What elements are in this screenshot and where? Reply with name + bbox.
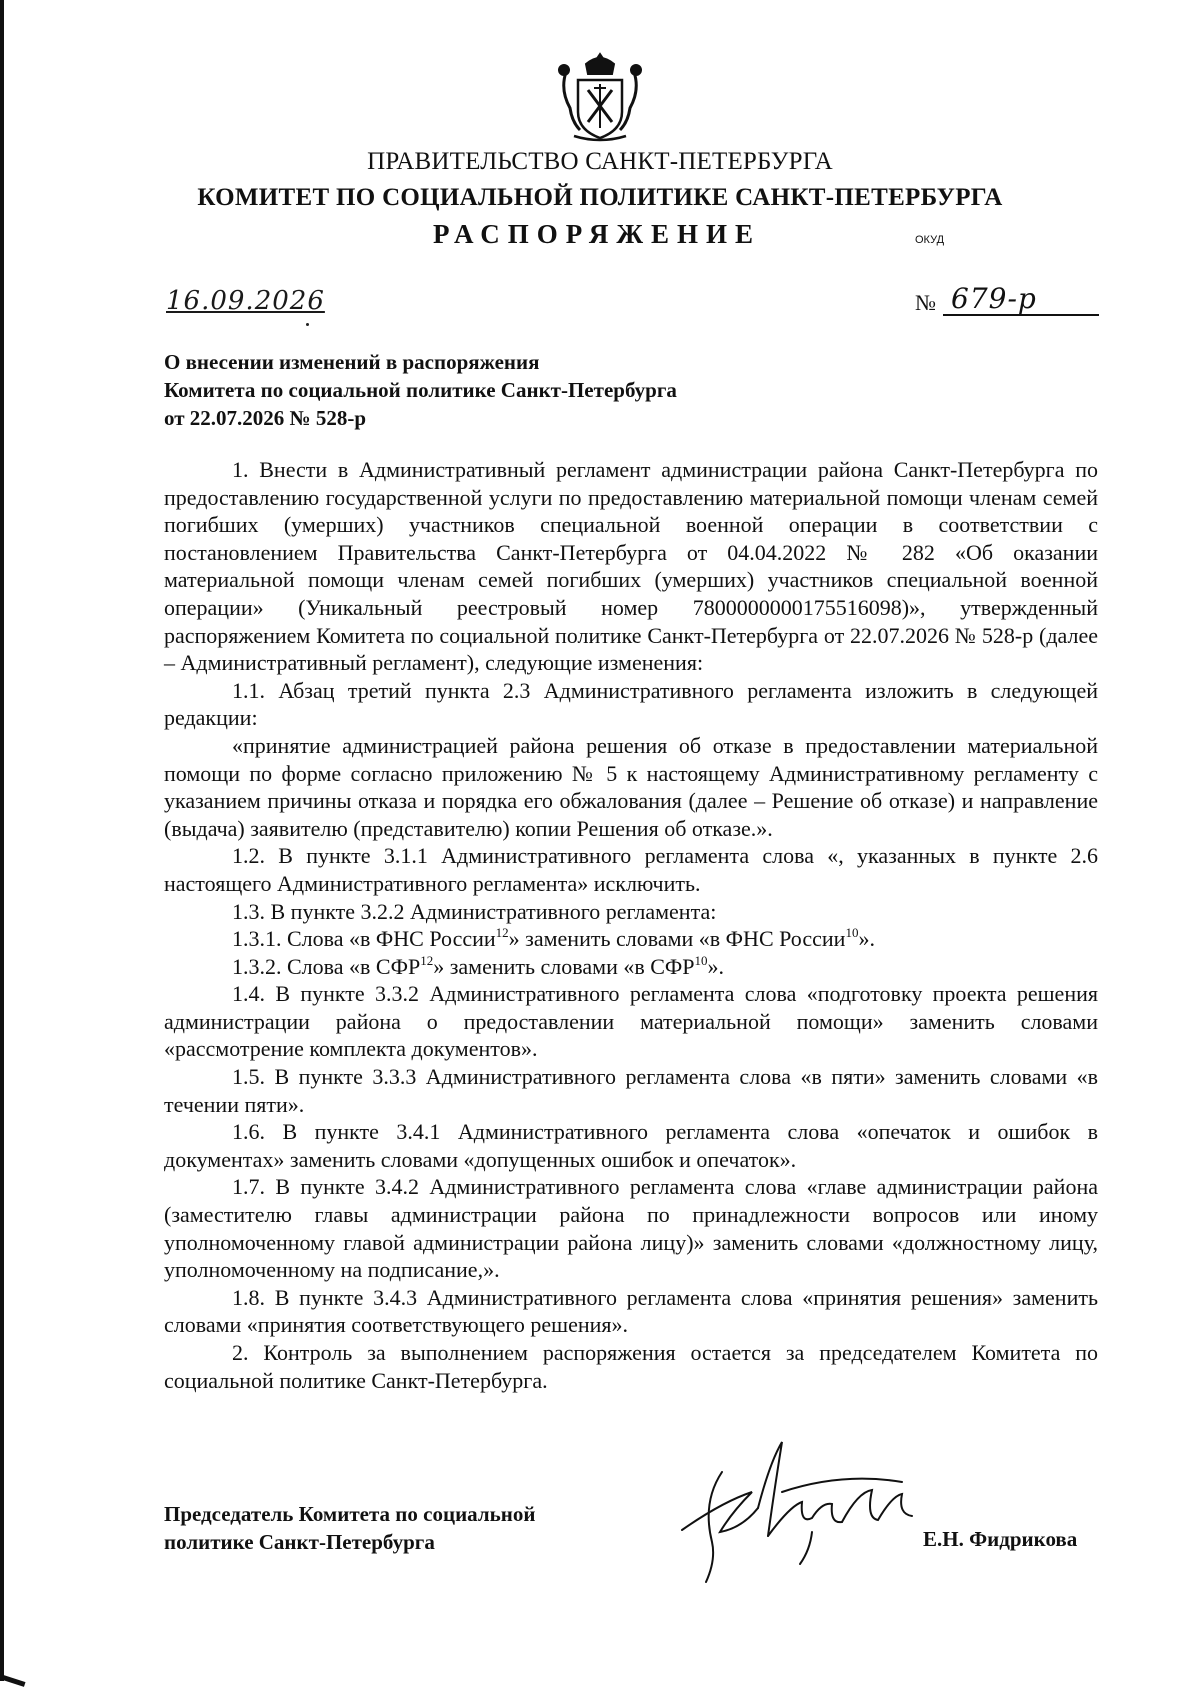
paragraph-1-5: 1.5. В пункте 3.3.3 Административного регламента слова «в пяти» заменить словами «в течении пяти». bbox=[164, 1064, 1098, 1117]
okud-label: ОКУД bbox=[915, 234, 945, 246]
paragraph-1-3-2: 1.3.2. Слова «в СФР$^{12}$» заменить словами «в СФР$^{10}$». bbox=[232, 952, 725, 979]
paragraph-1-7: 1.7. В пункте 3.4.2 Административного регламента слова «главе администрации района (заместителю главы администрации района по принадлежности вопросов или иному уполномоченному главой администрации района лицу)» заменить словами «должностному лицу, уполномоченному на подписание,». bbox=[164, 1174, 1098, 1283]
paragraph-1-1-quote: «принятие администрацией района решения об отказе в предоставлении материальной помощи по форме согласно приложению № 5 к настоящему Административному регламенту с указанием причины отказа и порядка его обжалования (далее – Решение об отказе) и направление (выдача) заявителю (представителю) копии Решения об отказе.». bbox=[164, 732, 1098, 841]
paragraph-1-6: 1.6. В пункте 3.4.1 Административного регламента слова «опечаток и ошибок в документах» заменить словами «допущенных ошибок и опечаток». bbox=[164, 1119, 1098, 1172]
paragraph-1-2: 1.2. В пункте 3.1.1 Административного регламента слова «, указанных в пункте 2.6 настоящего Административного регламента» исключить. bbox=[164, 843, 1098, 896]
handwritten-number: 679-р bbox=[943, 284, 1099, 316]
committee-heading: КОМИТЕТ ПО СОЦИАЛЬНОЙ ПОЛИТИКЕ САНКТ-ПЕТЕРБУРГА bbox=[197, 184, 1003, 211]
signatory-position bbox=[164, 1500, 535, 1556]
title-line: Комитета по социальной политике Санкт-Петербурга bbox=[164, 378, 677, 402]
position-line: политике Санкт-Петербурга bbox=[164, 1530, 435, 1554]
stray-dot bbox=[306, 323, 309, 326]
title-line: от 22.07.2026 № 528-р bbox=[164, 406, 367, 430]
government-heading: ПРАВИТЕЛЬСТВО САНКТ-ПЕТЕРБУРГА bbox=[367, 148, 833, 175]
handwritten-signature bbox=[662, 1432, 937, 1587]
paragraph-2: 2. Контроль за выполнением распоряжения остается за председателем Комитета по социальной политике Санкт-Петербурга. bbox=[164, 1340, 1098, 1393]
paragraph-1-1: 1.1. Абзац третий пункта 2.3 Административного регламента изложить в следующей редакции: bbox=[164, 677, 1098, 731]
signatory-name: Е.Н. Фидрикова bbox=[923, 1527, 1078, 1551]
handwritten-date: 16.09.2026 bbox=[166, 286, 325, 316]
paragraph-1-3: 1.3. В пункте 3.2.2 Административного регламента: bbox=[232, 898, 717, 924]
document-type-heading: РАСПОРЯЖЕНИЕ bbox=[433, 219, 762, 249]
paragraph-1-8: 1.8. В пункте 3.4.3 Административного регламента слова «принятия решения» заменить словами «принятия соответствующего решения». bbox=[164, 1284, 1098, 1338]
coat-of-arms-emblem bbox=[556, 50, 644, 144]
title-line: О внесении изменений в распоряжения bbox=[164, 350, 540, 374]
paragraph-1-4: 1.4. В пункте 3.3.2 Административного регламента слова «подготовку проекта решения администрации района о предоставлении материальной помощи» заменить словами «рассмотрение комплекта документов». bbox=[164, 981, 1098, 1062]
document-title bbox=[164, 348, 677, 432]
document-body bbox=[164, 456, 1098, 1394]
position-line: Председатель Комитета по социальной bbox=[164, 1502, 536, 1526]
number-label: № bbox=[915, 290, 936, 315]
paragraph-1-3-1: 1.3.1. Слова «в ФНС России$^{12}$» заменить словами «в ФНС России$^{10}$». bbox=[232, 925, 875, 952]
paragraph-1: 1. Внести в Административный регламент администрации района Санкт-Петербурга по предоставлению государственной услуги по предоставлению материальной помощи членам семей погибших (умерших) участников специальной военной операции в соответствии с постановлением Правительства Санкт-Петербурга от 04.04.2022 № 282 «Об оказании материальной помощи членам семей погибших (умерших) участников специальной военной операции» (Уникальный реестровый номер 7800000000175516098)», утвержденный распоряжением Комитета по социальной политике Санкт-Петербурга от 22.07.2026 № 528-р (далее – Административный регламент), следующие изменения: bbox=[164, 457, 1098, 676]
scan-edge bbox=[0, 0, 4, 1681]
